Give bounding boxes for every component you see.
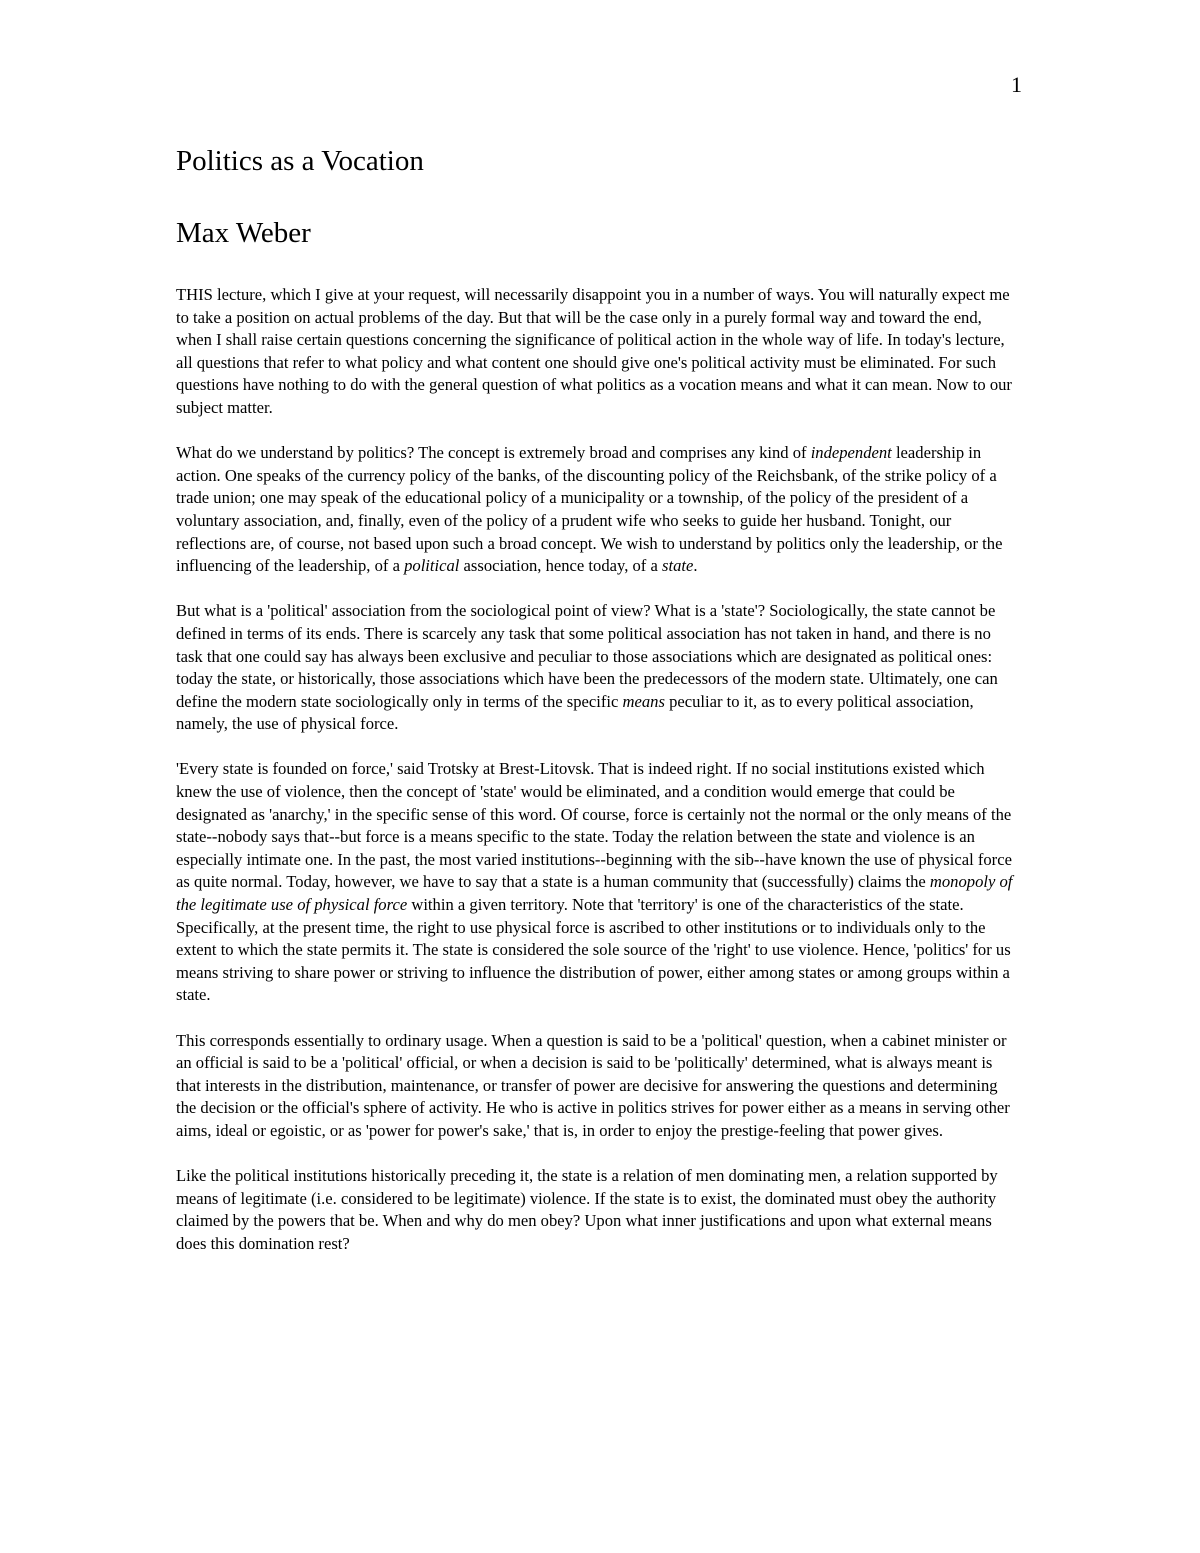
body-paragraph	[176, 600, 1016, 736]
document-title: Politics as a Vocation	[176, 145, 424, 177]
paragraph-text: But what is a 'political' association from the sociological point of view? What is a 'state'? Sociologically, the state cannot be defined in terms of its ends. There is scarcely any task that some political association has not taken in hand, and there is no task that one could say has always been exclusive and peculiar to those associations which are designated as political ones: today the state, or historically, those associations which have been the predecessors of the modern state. Ultimately, one can define the modern state sociologically only in terms of the specific	[176, 601, 998, 711]
document-author: Max Weber	[176, 217, 311, 249]
italic-text: state	[662, 556, 694, 576]
paragraph-text: Like the political institutions historically preceding it, the state is a relation of men dominating men, a relation supported by means of legitimate (i.e. considered to be legitimate) violence. If the state is to exist, the dominated must obey the authority claimed by the powers that be. When and why do men obey? Upon what inner justifications and upon what external means does this domination rest?	[176, 1166, 998, 1253]
paragraph-text: peculiar to it, as to every political association, namely, the use of physical force.	[176, 691, 974, 734]
italic-text: monopoly of the legitimate use of physical force	[176, 872, 1013, 915]
italic-text: political	[404, 556, 460, 576]
paragraph-text: THIS lecture, which I give at your request, will necessarily disappoint you in a number of ways. You will naturally expect me to take a position on actual problems of the day. But that will be the case only in a purely formal way and toward the end, when I shall raise certain questions concerning the significance of political action in the whole way of life. In today's lecture, all questions that refer to what policy and what content one should give one's political activity must be eliminated. For such questions have nothing to do with the general question of what politics as a vocation means and what it can mean. Now to our subject matter.	[176, 285, 1012, 417]
body-paragraph	[176, 1030, 1016, 1143]
page-number: 1	[1011, 72, 1022, 97]
paragraph-list	[176, 284, 1016, 1256]
paragraph-text: What do we understand by politics? The concept is extremely broad and comprises any kind of	[176, 443, 811, 463]
document-body	[176, 144, 1016, 1278]
paragraph-text: This corresponds essentially to ordinary usage. When a question is said to be a 'political' question, when a cabinet minister or an official is said to be a 'political' official, or when a decision is said to be 'politically' determined, what is always meant is that interests in the distribution, maintenance, or transfer of power are decisive for answering the questions and determining the decision or the official's sphere of activity. He who is active in politics strives for power either as a means in serving other aims, ideal or egoistic, or as 'power for power's sake,' that is, in order to enjoy the prestige-feeling that power gives.	[176, 1030, 1010, 1140]
paragraph-text: 'Every state is founded on force,' said Trotsky at Brest-Litovsk. That is indeed right. If no social institutions existed which knew the use of violence, then the concept of 'state' would be eliminated, and a condition would emerge that could be designated as 'anarchy,' in the specific sense of this word. Of course, force is certainly not the normal or the only means of the state--nobody says that--but force is a means specific to the state. Today the relation between the state and violence is an especially intimate one. In the past, the most varied institutions--beginning with the sib--have known the use of physical force as quite normal. Today, however, we have to say that a state is a human community that (successfully) claims the	[176, 759, 1012, 892]
paragraph-text: association, hence today, of a	[459, 556, 662, 576]
body-paragraph	[176, 442, 1016, 578]
body-paragraph	[176, 284, 1016, 420]
italic-text: means	[622, 691, 665, 711]
body-paragraph	[176, 1165, 1016, 1255]
paragraph-text: within a given territory. Note that 'territory' is one of the characteristics of the state. Specifically, at the present time, the right to use physical force is ascribed to other institutions or to individuals only to the extent to which the state permits it. The state is considered the sole source of the 'right' to use violence. Hence, 'politics' for us means striving to share power or striving to influence the distribution of power, either among states or among groups within a state.	[176, 895, 1011, 1005]
italic-text: independent	[810, 443, 892, 463]
paragraph-text: leadership in action. One speaks of the currency policy of the banks, of the discounting policy of the Reichsbank, of the strike policy of a trade union; one may speak of the educational policy of a municipality or a township, of the policy of the president of a voluntary association, and, finally, even of the policy of a prudent wife who seeks to guide her husband. Tonight, our reflections are, of course, not based upon such a broad concept. We wish to understand by politics only the leadership, or the influencing of the leadership, of a	[176, 443, 1003, 576]
paragraph-text: .	[693, 556, 698, 576]
body-paragraph	[176, 758, 1016, 1007]
